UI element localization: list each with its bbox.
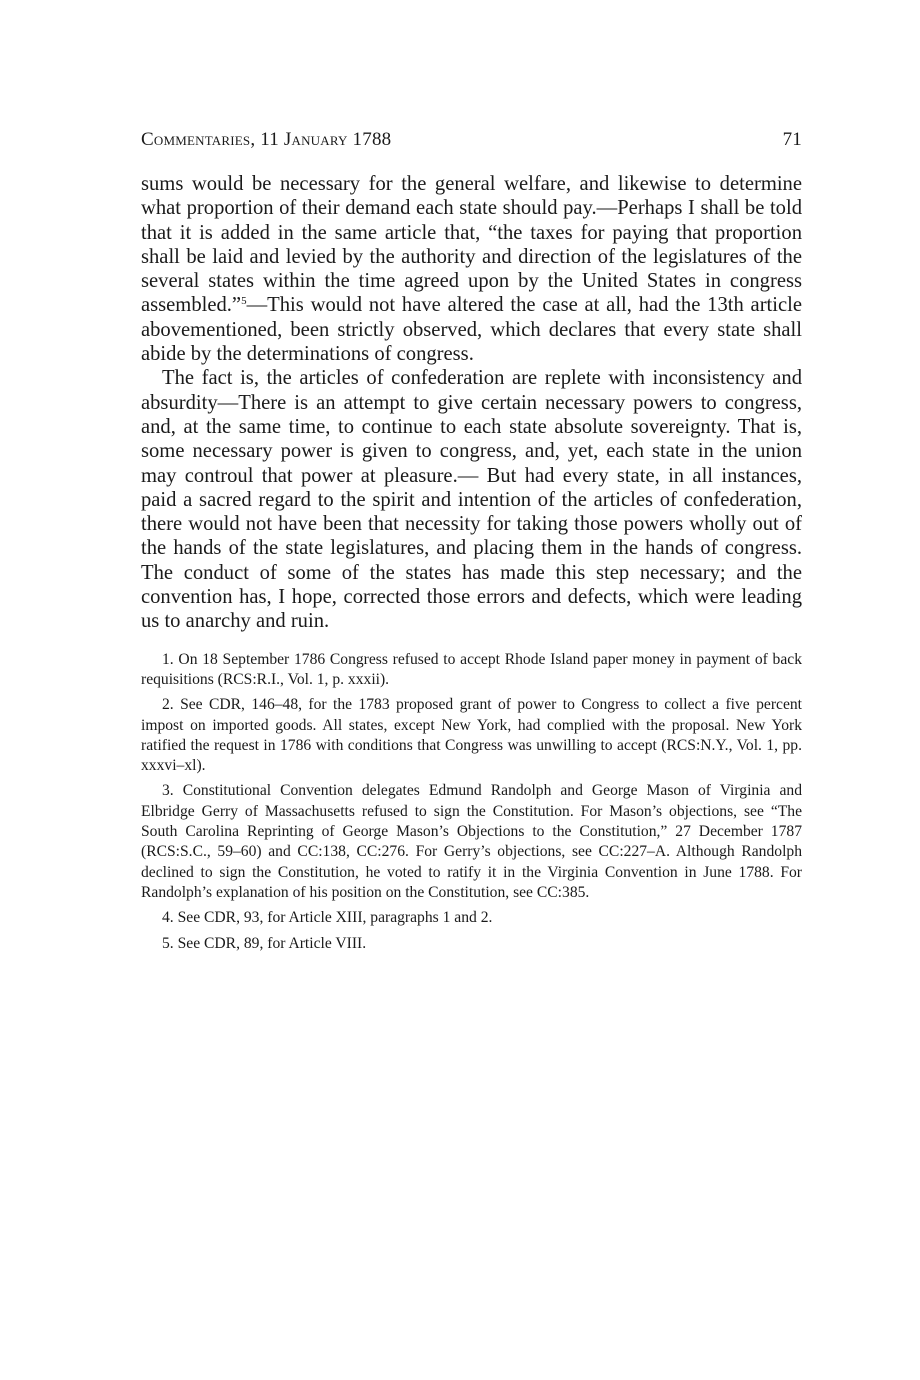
running-head	[141, 126, 802, 154]
footnote: 5. See CDR, 89, for Article VIII.	[162, 934, 367, 952]
body-text	[141, 172, 802, 634]
document-page	[141, 126, 802, 959]
footnote-reference: 5	[241, 295, 247, 308]
footnote: 1. On 18 September 1786 Congress refused to accept Rhode Island paper money in payment of back requisitions (RCS:R.I., Vol. 1, p. xxxii).	[141, 650, 802, 688]
body-paragraph	[141, 172, 802, 366]
body-paragraph-text: sums would be necessary for the general welfare, and likewise to determine what proportion of their demand each state should pay.—Perhaps I shall be told that it is added in the same article that, “the taxes for paying that proportion shall be laid and levied by the authority and direction of the legislatures of the several states within the time agreed upon by the United States in congress assembled.”	[141, 173, 802, 317]
running-title: Commentaries, 11 January 1788	[141, 129, 392, 150]
footnote: 2. See CDR, 146–48, for the 1783 proposed grant of power to Congress to collect a five percent impost on imported goods. All states, except New York, had complied with the proposal. New York ratified the request in 1786 with conditions that Congress was unwilling to accept (RCS:N.Y., Vol. 1, pp. xxxvi–xl).	[141, 696, 802, 775]
page-number: 71	[782, 129, 802, 150]
body-paragraph-text: —This would not have altered the case at all, had the 13th article abovementioned, been strictly observed, which declares that every state shall abide by the determinations of congress.	[141, 294, 802, 366]
body-paragraph: The fact is, the articles of confederation are replete with inconsistency and absurdity—There is an attempt to give certain necessary powers to congress, and, at the same time, to continue to each state absolute sovereignty. That is, some necessary power is given to congress, and, yet, each state in the union may controul that power at pleasure.— But had every state, in all instances, paid a sacred regard to the spirit and intention of the articles of confederation, there would not have been that necessity for taking those powers wholly out of the hands of the state legislatures, and placing them in the hands of congress. The conduct of some of the states has made this step necessary; and the convention has, I hope, corrected those errors and defects, which were leading us to anarchy and ruin.	[141, 367, 802, 633]
footnotes	[141, 650, 802, 954]
footnote: 4. See CDR, 93, for Article XIII, paragraphs 1 and 2.	[162, 909, 493, 927]
footnote: 3. Constitutional Convention delegates Edmund Randolph and George Mason of Virginia and Elbridge Gerry of Massachusetts refused to sign the Constitution. For Mason’s objections, see “The South Carolina Reprinting of George Mason’s Objections to the Constitution,” 27 December 1787 (RCS:S.C., 59–60) and CC:138, CC:276. For Gerry’s objections, see CC:227–A. Although Randolph declined to sign the Constitution, he voted to ratify it in the Virginia Convention in June 1788. For Randolph’s explanation of his position on the Constitution, see CC:385.	[141, 782, 802, 901]
